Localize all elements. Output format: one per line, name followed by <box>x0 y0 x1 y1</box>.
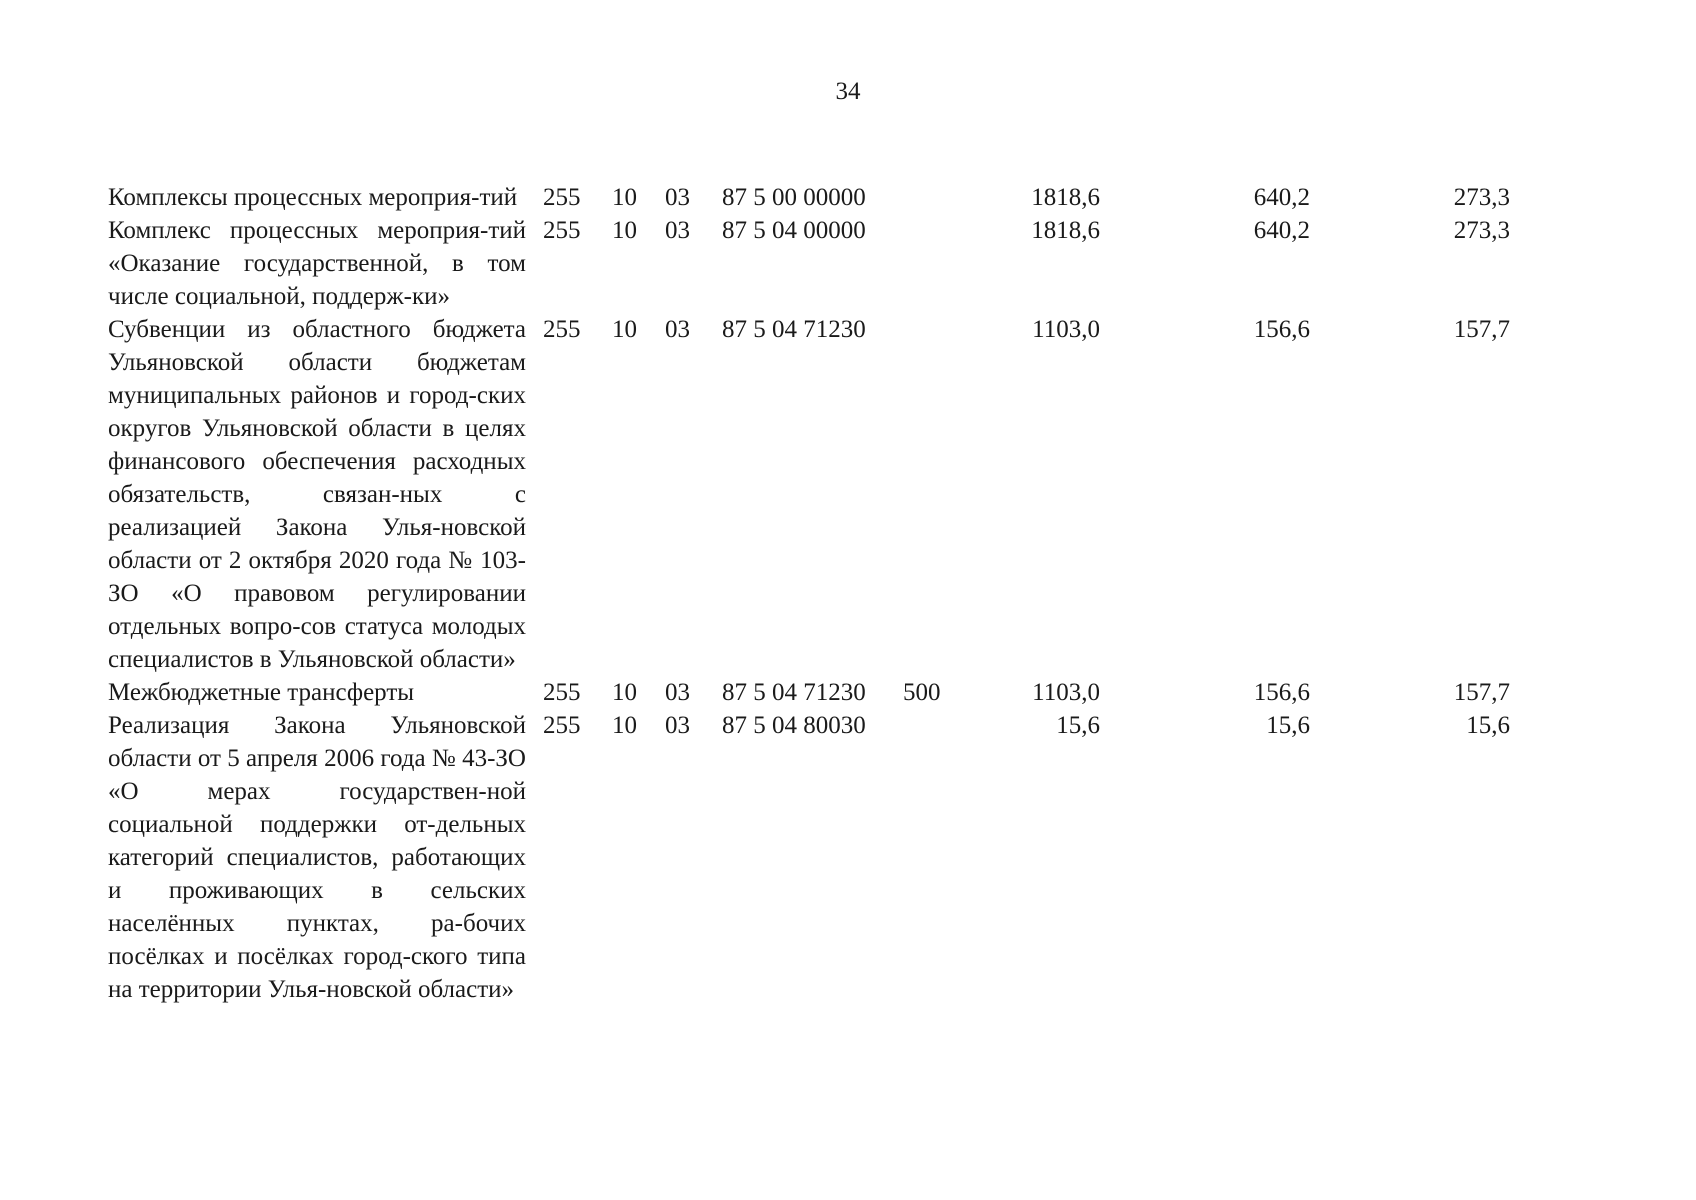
subsection-code: 03 <box>665 679 690 706</box>
section-code: 10 <box>612 217 637 244</box>
admin-code: 255 <box>543 217 581 244</box>
table-row <box>0 313 1696 676</box>
subsection-code: 03 <box>665 712 690 739</box>
row-description: Комплекс процессных мероприя-тий «Оказание государственной, в том числе социальной, поддерж-ки» <box>108 217 526 310</box>
amount-year-3: 273,3 <box>1453 184 1510 211</box>
amount-year-2: 156,6 <box>1253 316 1310 343</box>
admin-code: 255 <box>543 712 581 739</box>
row-description: Субвенции из областного бюджета Ульяновской области бюджетам муниципальных районов и город-ских округов Ульяновской области в целях финансового обеспечения расходных обязательств, связан-ных с реализацией Закона Улья-новской области от 2 октября 2020 года № 103-ЗО «О правовом регулировании отдельных вопро-сов статуса молодых специалистов в Ульяновской области» <box>108 316 526 673</box>
row-description: Межбюджетные трансферты <box>108 679 415 706</box>
amount-year-3: 273,3 <box>1453 217 1510 244</box>
amount-year-2: 640,2 <box>1253 184 1310 211</box>
table-row <box>0 181 1696 214</box>
subsection-code: 03 <box>665 217 690 244</box>
target-article-code: 87 5 04 00000 <box>722 217 866 244</box>
amount-year-1: 1103,0 <box>1032 679 1100 706</box>
section-code: 10 <box>612 184 637 211</box>
target-article-code: 87 5 04 71230 <box>722 316 866 343</box>
amount-year-2: 640,2 <box>1253 217 1310 244</box>
table-row <box>0 214 1696 313</box>
admin-code: 255 <box>543 316 581 343</box>
amount-year-3: 157,7 <box>1453 679 1510 706</box>
budget-table <box>0 181 1696 1006</box>
table-row <box>0 676 1696 709</box>
amount-year-3: 157,7 <box>1453 316 1510 343</box>
admin-code: 255 <box>543 184 581 211</box>
amount-year-1: 1818,6 <box>1031 217 1100 244</box>
row-description: Реализация Закона Ульяновской области от 5 апреля 2006 года № 43-ЗО «О мерах государствен-ной социальной поддержки от-дельных категорий специалистов, работающих и проживающих в сельских населённых пунктах, ра-бочих посёлках и посёлках город-ского типа на территории Улья-новской области» <box>108 712 526 1003</box>
table-row <box>0 709 1696 1006</box>
amount-year-1: 15,6 <box>1056 712 1100 739</box>
target-article-code: 87 5 04 80030 <box>722 712 866 739</box>
row-description: Комплексы процессных мероприя-тий <box>108 184 518 211</box>
amount-year-2: 15,6 <box>1266 712 1310 739</box>
expense-type-code: 500 <box>903 679 941 706</box>
section-code: 10 <box>612 712 637 739</box>
target-article-code: 87 5 04 71230 <box>722 679 866 706</box>
amount-year-2: 156,6 <box>1253 679 1310 706</box>
amount-year-3: 15,6 <box>1466 712 1510 739</box>
amount-year-1: 1818,6 <box>1031 184 1100 211</box>
subsection-code: 03 <box>665 316 690 343</box>
page-number: 34 <box>835 78 861 105</box>
section-code: 10 <box>612 679 637 706</box>
section-code: 10 <box>612 316 637 343</box>
amount-year-1: 1103,0 <box>1032 316 1100 343</box>
target-article-code: 87 5 00 00000 <box>722 184 866 211</box>
admin-code: 255 <box>543 679 581 706</box>
subsection-code: 03 <box>665 184 690 211</box>
